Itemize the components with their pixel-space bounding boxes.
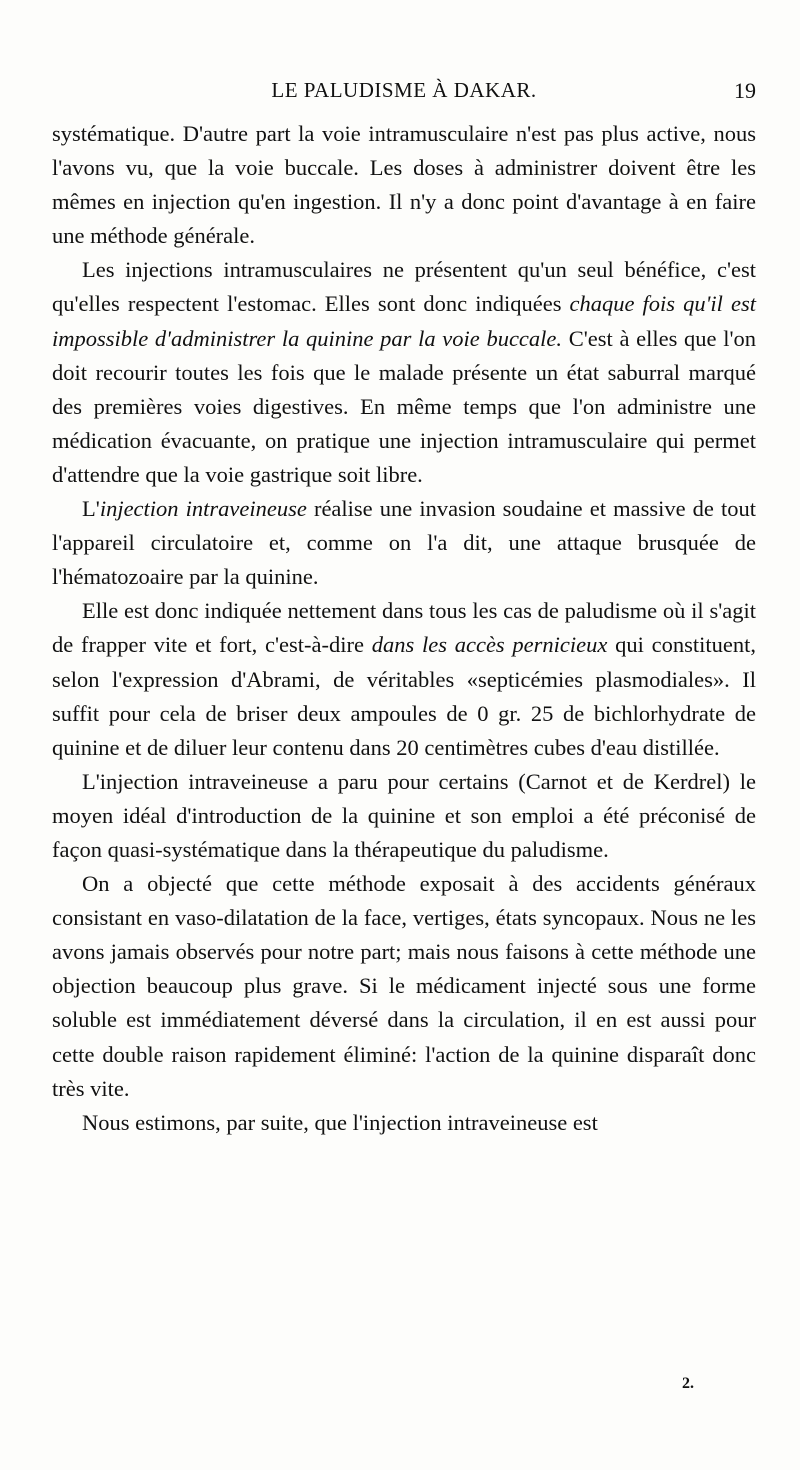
page-header [52, 78, 756, 108]
page-number: 19 [734, 78, 756, 103]
paragraph-2-emphasis: chaque fois qu'il est impossible d'administrer la quinine par la voie buccale. [52, 291, 756, 351]
paragraph-6: On a objecté que cette méthode exposait à des accidents généraux consistant en vaso-dilatation de la face, vertiges, états syncopaux. Nous ne les avons jamais observés pour notre part; mais nous faisons à cette méthode une objection beaucoup plus grave. Si le médicament injecté sous une forme soluble est immédiatement déversé dans la circulation, il en est aussi pour cette double raison rapidement éliminé: l'action de la quinine disparaît donc très vite. [52, 871, 756, 1101]
paragraph-7: Nous estimons, par suite, que l'injection intraveineuse est [82, 1109, 598, 1135]
signature-mark: 2. [682, 1375, 694, 1392]
paragraph-5: L'injection intraveineuse a paru pour certains (Carnot et de Kerdrel) le moyen idéal d'introduction de la quinine et son emploi a été préconisé de façon quasi-systématique dans la thérapeutique du paludisme. [52, 768, 756, 862]
paragraph-1: systématique. D'autre part la voie intramusculaire n'est pas plus active, nous l'avons vu, que la voie buccale. Les doses à administrer doivent être les mêmes en injection qu'en ingestion. Il n'y a donc point d'avantage à en faire une méthode générale. [52, 121, 756, 249]
body-text [52, 117, 756, 1140]
paragraph-3-text-b: réalise une invasion soudaine et massive de tout l'appareil circulatoire et, comme on l'a dit, une attaque brusquée de l'hématozoaire par la quinine. [52, 496, 756, 590]
paragraph-2-text-b: C'est à elles que l'on doit recourir toutes les fois que le malade présente un état saburral marqué des premières voies digestives. En même temps que l'on administre une médication évacuante, on pratique une injection intramusculaire qui permet d'attendre que la voie gastrique soit libre. [52, 325, 756, 487]
paragraph-2 [52, 253, 756, 492]
paragraph-2-text-a: Les injections intramusculaires ne présentent qu'un seul bénéfice, c'est qu'elles respectent l'estomac. Elles sont donc indiquées [52, 257, 756, 317]
running-title: LE PALUDISME À DAKAR. [271, 78, 537, 102]
paragraph-3-text-a: L' [82, 496, 100, 522]
paragraph-4-emphasis: dans les accès pernicieux [371, 632, 608, 658]
paragraph-3 [52, 492, 756, 594]
paragraph-3-emphasis: injection intraveineuse [99, 496, 307, 522]
paragraph-4-text-a: Elle est donc indiquée nettement dans tous les cas de paludisme où il s'agit de frapper vite et fort, c'est-à-dire [52, 598, 756, 658]
paragraph-4 [52, 594, 756, 764]
paragraph-4-text-b: qui constituent, selon l'expression d'Abrami, de véritables «septicémies plasmodiales». Il suffit pour cela de briser deux ampoules de 0 gr. 25 de bichlorhydrate de quinine et de diluer leur contenu dans 20 centimètres cubes d'eau distillée. [52, 632, 756, 760]
